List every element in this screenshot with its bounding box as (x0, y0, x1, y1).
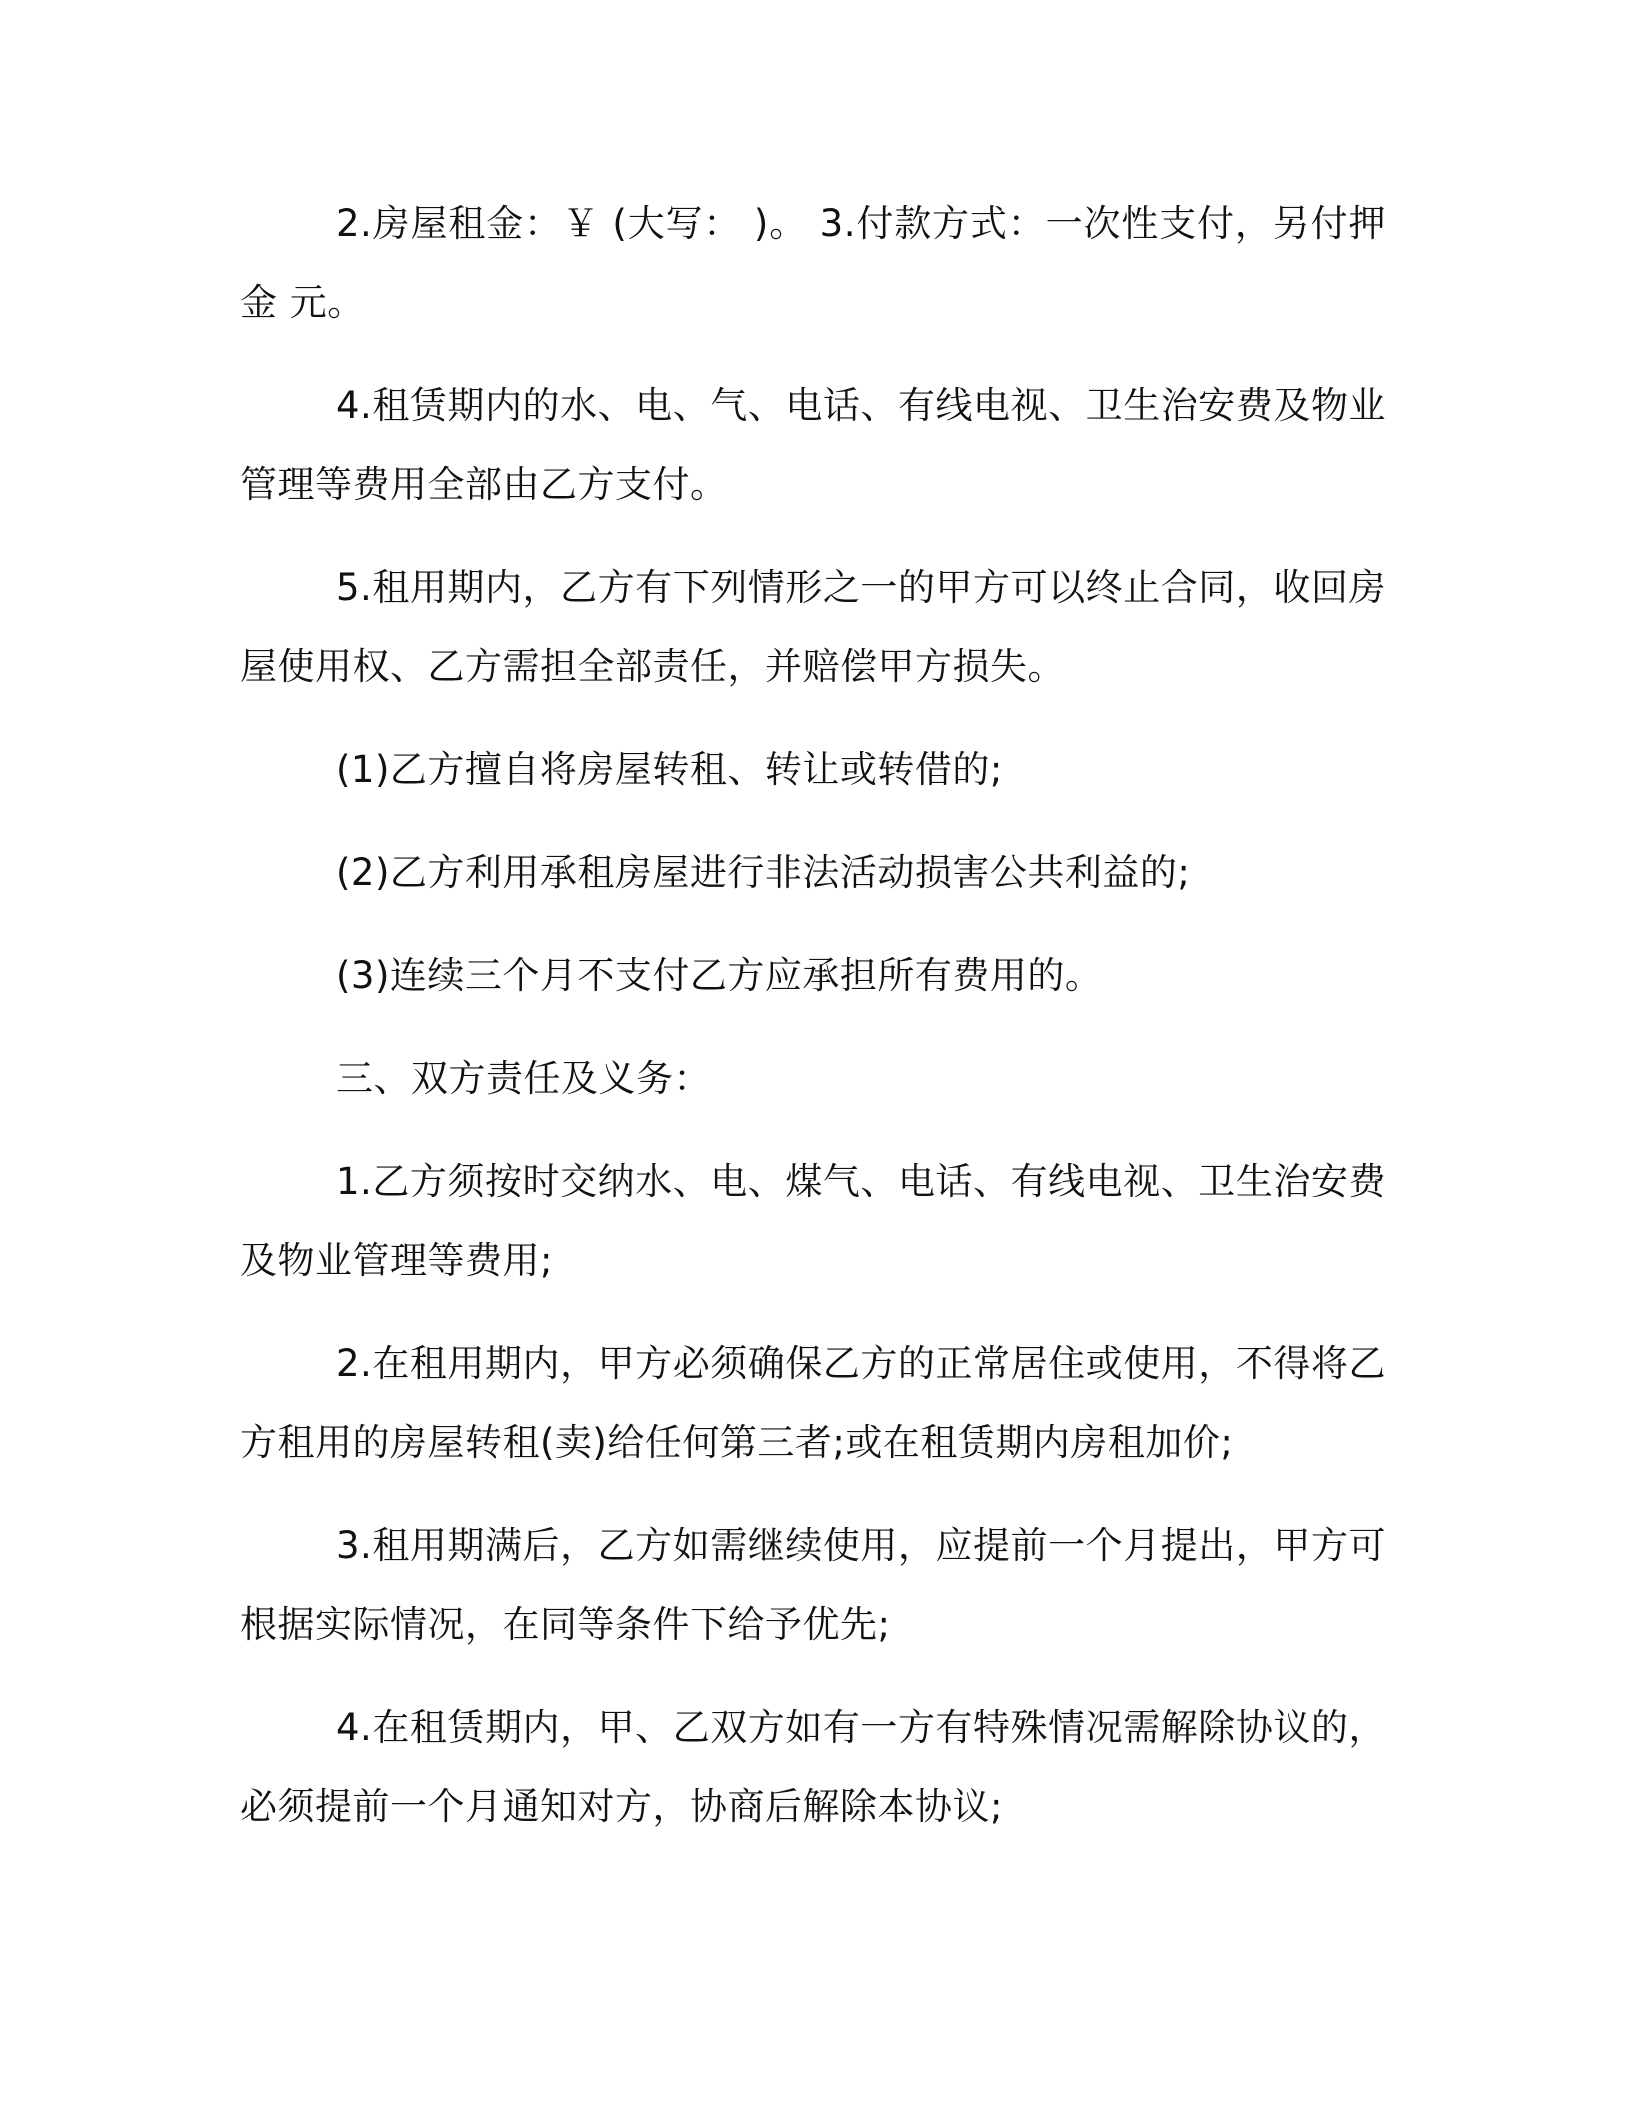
paragraph-clause-1: (1)乙方擅自将房屋转租、转让或转借的; (336, 748, 1003, 791)
paragraph-clause-3: (3)连续三个月不支付乙方应承担所有费用的。 (336, 954, 1103, 997)
paragraph-termination: 5.租用期内，乙方有下列情形之一的甲方可以终止合同，收回房屋使用权、乙方需担全部责任，并赔偿甲方损失。 (240, 566, 1386, 688)
paragraph-rent-payment: 2.房屋租金：￥ (大写： )。 3.付款方式：一次性支付，另付押金 元。 (240, 202, 1386, 324)
paragraph-obligation-3: 3.租用期满后，乙方如需继续使用，应提前一个月提出，甲方可根据实际情况，在同等条件下给予优先; (240, 1524, 1386, 1646)
paragraph-utility-fees: 4.租赁期内的水、电、气、电话、有线电视、卫生治安费及物业管理等费用全部由乙方支付。 (240, 384, 1386, 506)
paragraph-obligation-1: 1.乙方须按时交纳水、电、煤气、电话、有线电视、卫生治安费及物业管理等费用; (240, 1160, 1386, 1282)
section-heading-obligations: 三、双方责任及义务： (336, 1057, 711, 1100)
paragraph-obligation-2: 2.在租用期内，甲方必须确保乙方的正常居住或使用，不得将乙方租用的房屋转租(卖)给任何第三者;或在租赁期内房租加价; (240, 1342, 1386, 1464)
paragraph-clause-2: (2)乙方利用承租房屋进行非法活动损害公共利益的; (336, 851, 1191, 894)
paragraph-obligation-4: 4.在租赁期内，甲、乙双方如有一方有特殊情况需解除协议的，必须提前一个月通知对方，协商后解除本协议; (240, 1706, 1386, 1828)
document-body (240, 184, 1386, 1870)
